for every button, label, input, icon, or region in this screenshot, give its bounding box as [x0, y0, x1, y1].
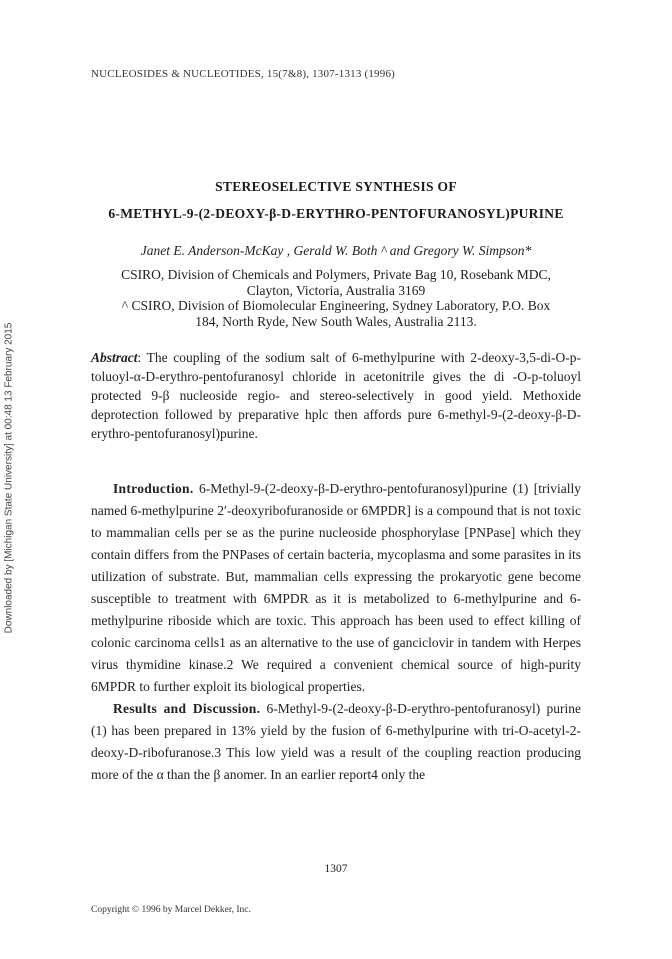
title-line-1: STEREOSELECTIVE SYNTHESIS OF — [215, 179, 457, 194]
copyright-notice: Copyright © 1996 by Marcel Dekker, Inc. — [91, 905, 251, 915]
results-heading: Results and Discussion. — [113, 701, 261, 716]
affiliations — [60, 267, 612, 329]
affiliation-line: CSIRO, Division of Chemicals and Polymers, Private Bag 10, Rosebank MDC, — [121, 267, 551, 282]
affiliation-line: 184, North Ryde, New South Wales, Australia 2113. — [195, 313, 477, 329]
affiliation-line: ^ CSIRO, Division of Biomolecular Engineering, Sydney Laboratory, P.O. Box — [121, 298, 551, 313]
title-line-2: 6-METHYL-9-(2-DEOXY-β-D-ERYTHRO-PENTOFURANOSYL)PURINE — [108, 206, 564, 221]
introduction-section — [91, 478, 581, 698]
results-text: 6-Methyl-9-(2-deoxy-β-D-erythro-pentofuranosyl) purine (1) has been prepared in 13% yield by the fusion of 6-methylpurine with tri-O-acetyl-2-deoxy-D-ribofuranose.3 This low yield was a result of the coupling reaction producing more of the α than the β anomer. In an earlier report4 only the — [91, 701, 581, 782]
results-section — [91, 698, 581, 786]
introduction-heading: Introduction. — [113, 481, 194, 496]
page-number: 1307 — [324, 863, 348, 875]
abstract-text: : The coupling of the sodium salt of 6-methylpurine with 2-deoxy-3,5-di-O-p-toluoyl-α-D-erythro-pentofuranosyl chloride in acetonitrile gives the di -O-p-toluoyl protected 9-β nucleoside regio- and stereo-selectively in good yield. Methoxide deprotection followed by preparative hplc then affords pure 6-methyl-9-(2-deoxy-β-D-erythro-pentofuranosyl)purine. — [91, 350, 581, 441]
author-list: Janet E. Anderson-McKay , Gerald W. Both ^ and Gregory W. Simpson* — [140, 243, 532, 258]
introduction-text: 6-Methyl-9-(2-deoxy-β-D-erythro-pentofuranosyl)purine (1) [trivially named 6-methylpurine 2′-deoxyribofuranoside or 6MPDR] is a compound that is not toxic to mammalian cells per se as the purine nucleoside phosphorylase [PNPase] which they contain differs from the PNPases of certain bacteria, mycoplasma and some parasites in its utilization of substrate. But, mammalian cells expressing the prokaryotic gene become susceptible to treatment with 6MPDR as it is metabolized to 6-methylpurine and 6-methylpurine riboside which are toxic. This approach has been used to effect killing of colonic carcinoma cells1 as an alternative to the use of ganciclovir in tandem with Herpes virus thymidine kinase.2 We required a convenient chemical source of high-purity 6MPDR to further exploit its biological properties. — [91, 481, 581, 694]
abstract-label: Abstract — [91, 350, 138, 365]
journal-header: NUCLEOSIDES & NUCLEOTIDES, 15(7&8), 1307-1313 (1996) — [91, 68, 396, 80]
abstract — [91, 348, 581, 443]
download-sidebar — [2, 270, 16, 685]
download-notice: Downloaded by [Michigan State University] at 00:48 13 February 2015 — [3, 322, 15, 633]
affiliation-line: Clayton, Victoria, Australia 3169 — [246, 282, 426, 298]
